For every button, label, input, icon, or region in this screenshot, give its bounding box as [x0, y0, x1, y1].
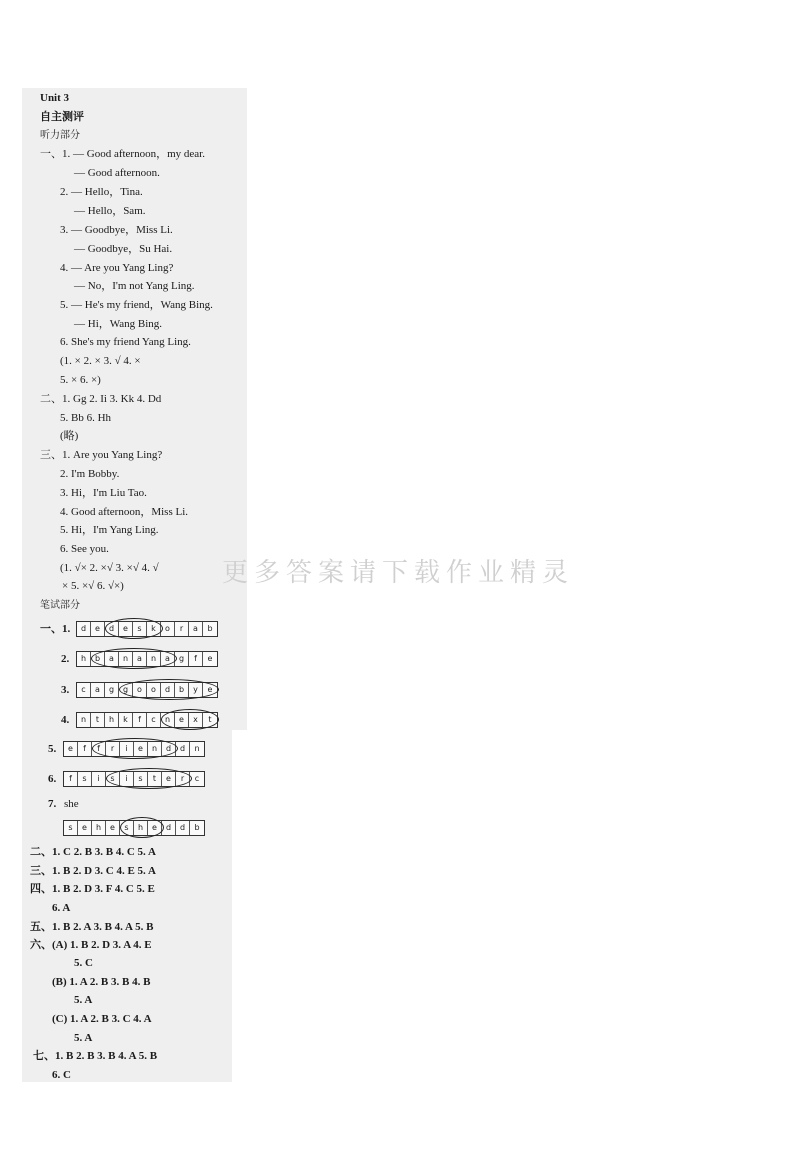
word-search-grid — [63, 771, 205, 787]
word-search-cell: e — [78, 821, 92, 835]
word-search-cell: g — [119, 683, 133, 697]
circled-word-oval — [92, 738, 178, 759]
word-search-cell: k — [119, 713, 133, 727]
circled-word-oval — [105, 618, 163, 639]
listening-line: — Goodbye，Su Hai. — [74, 243, 173, 255]
listening-line: 5. × 6. ×) — [60, 374, 101, 386]
word-search-cell: e — [134, 742, 148, 756]
word-search-cell: d — [105, 622, 119, 636]
listening-line: (1. × 2. × 3. √ 4. × — [60, 355, 141, 367]
circled-word-oval — [120, 817, 164, 838]
word-search-cell: g — [105, 683, 119, 697]
word-search-cell: e — [91, 622, 105, 636]
word-search-cell: b — [207, 624, 213, 633]
listening-line: 一、1. — Good afternoon，my dear. — [40, 148, 205, 160]
word-search-cell: a — [189, 622, 203, 636]
word-search-cell: e — [162, 772, 176, 786]
answer-line: 五、1. B 2. A 3. B 4. A 5. B — [30, 921, 154, 933]
listening-line: 2. I'm Bobby. — [60, 468, 120, 480]
listening-line: 3. — Goodbye，Miss Li. — [60, 224, 173, 236]
answer-line: 六、(A) 1. B 2. D 3. A 4. E — [30, 939, 152, 951]
word-search-cell: b — [194, 823, 200, 832]
word-search-cell: i — [120, 772, 134, 786]
word-search-cell: o — [133, 683, 147, 697]
listening-line: — Good afternoon. — [74, 167, 160, 179]
word-search-cell: e — [64, 742, 78, 756]
word-search-cell: f — [189, 652, 203, 666]
word-search-cell: y — [189, 683, 203, 697]
listening-line: 6. See you. — [60, 543, 109, 555]
circled-word-oval — [119, 679, 219, 700]
word-search-cell: x — [189, 713, 203, 727]
word-search-cell: h — [77, 652, 91, 666]
word-search-cell: f — [64, 772, 78, 786]
word-search-cell: c — [194, 774, 200, 783]
word-search-cell: d — [161, 683, 175, 697]
word-search-cell: r — [106, 742, 120, 756]
word-search-cell: k — [147, 622, 161, 636]
word-search-cell: e — [148, 821, 162, 835]
word-search-grid — [76, 621, 218, 637]
listening-line: 4. — Are you Yang Ling? — [60, 262, 174, 274]
listening-line: (1. √× 2. ×√ 3. ×√ 4. √ — [60, 562, 159, 574]
word-search-cell: r — [175, 622, 189, 636]
listening-line: × 5. ×√ 6. √×) — [62, 580, 124, 592]
word-search-cell: t — [148, 772, 162, 786]
word-search-label: 一、1. — [40, 623, 71, 635]
answer-line: 三、1. B 2. D 3. C 4. E 5. A — [30, 865, 156, 877]
word-search-cell: h — [92, 821, 106, 835]
word-search-cell: b — [175, 683, 189, 697]
listening-line: — Hello，Sam. — [74, 205, 146, 217]
word-search-label: 7. — [48, 798, 57, 810]
listening-line: — No，I'm not Yang Ling. — [74, 280, 195, 292]
circled-word-oval — [91, 648, 177, 669]
word-search-grid — [76, 712, 218, 728]
listening-line: 三、1. Are you Yang Ling? — [40, 449, 163, 461]
listening-line: 6. She's my friend Yang Ling. — [60, 336, 191, 348]
listening-line: 5. Bb 6. Hh — [60, 412, 112, 424]
word-search-cell: a — [105, 652, 119, 666]
listening-line: 4. Good afternoon，Miss Li. — [60, 506, 189, 518]
listening-line: 二、1. Gg 2. Ii 3. Kk 4. Dd — [40, 393, 162, 405]
word-search-cell: s — [64, 821, 78, 835]
word-search-cell: d — [162, 742, 176, 756]
listening-line: 3. Hi，I'm Liu Tao. — [60, 487, 147, 499]
word-search-grid — [63, 820, 205, 836]
word-search-cell: g — [175, 652, 189, 666]
word-search-cell: h — [105, 713, 119, 727]
word-search-cell: b — [91, 652, 105, 666]
answer-line: 5. C — [74, 957, 93, 969]
writing-header: 笔试部分 — [40, 600, 80, 611]
answer-line: 5. A — [74, 994, 93, 1006]
word-search-label: 5. — [48, 743, 57, 755]
word-search-cell: c — [147, 713, 161, 727]
answer-line: (C) 1. A 2. B 3. C 4. A — [52, 1013, 152, 1025]
word-search-cell: e — [207, 685, 213, 694]
listening-line: 5. Hi，I'm Yang Ling. — [60, 524, 159, 536]
word-search-cell: f — [133, 713, 147, 727]
word-search-cell: d — [176, 742, 190, 756]
word-search-cell: o — [161, 622, 175, 636]
word-search-cell: n — [147, 652, 161, 666]
word-search-cell: e — [207, 654, 213, 663]
word-search-cell: n — [119, 652, 133, 666]
word-search-grid — [63, 741, 205, 757]
word-search-cell: i — [120, 742, 134, 756]
circled-word-oval — [106, 768, 192, 789]
watermark-text: 更多答案请下载作业精灵 — [222, 558, 575, 588]
listening-header: 听力部分 — [40, 130, 80, 141]
answer-line: 5. A — [74, 1032, 93, 1044]
word-search-cell: i — [92, 772, 106, 786]
listening-line: 2. — Hello，Tina. — [60, 186, 143, 198]
word-search-cell: t — [208, 715, 212, 724]
answer-line: 6. C — [52, 1069, 71, 1081]
listening-line: — Hi，Wang Bing. — [74, 318, 163, 330]
word-search-label: 4. — [61, 714, 70, 726]
word-search-cell: s — [134, 772, 148, 786]
word-search-label: 3. — [61, 684, 70, 696]
word-search-word: she — [64, 798, 79, 810]
word-search-cell: d — [176, 821, 190, 835]
word-search-cell: a — [133, 652, 147, 666]
word-search-cell: s — [106, 772, 120, 786]
word-search-cell: d — [162, 821, 176, 835]
word-search-cell: s — [120, 821, 134, 835]
word-search-cell: e — [119, 622, 133, 636]
word-search-cell: o — [147, 683, 161, 697]
answer-line: 6. A — [52, 902, 71, 914]
word-search-cell: d — [77, 622, 91, 636]
word-search-cell: r — [176, 772, 190, 786]
word-search-cell: c — [77, 683, 91, 697]
word-search-cell: a — [91, 683, 105, 697]
word-search-cell: f — [92, 742, 106, 756]
answer-line: 七、1. B 2. B 3. B 4. A 5. B — [33, 1050, 158, 1062]
section-title: 自主测评 — [40, 111, 84, 123]
word-search-cell: a — [161, 652, 175, 666]
circled-word-oval — [161, 709, 219, 730]
unit-title: Unit 3 — [40, 92, 70, 104]
word-search-cell: h — [134, 821, 148, 835]
word-search-cell: e — [175, 713, 189, 727]
word-search-cell: n — [161, 713, 175, 727]
listening-line: 5. — He's my friend，Wang Bing. — [60, 299, 213, 311]
word-search-cell: s — [133, 622, 147, 636]
word-search-cell: n — [77, 713, 91, 727]
word-search-cell: e — [106, 821, 120, 835]
word-search-label: 2. — [61, 653, 70, 665]
answer-line: 四、1. B 2. D 3. F 4. C 5. E — [30, 883, 155, 895]
word-search-grid — [76, 651, 218, 667]
answer-line: 二、1. C 2. B 3. B 4. C 5. A — [30, 846, 156, 858]
answer-line: (B) 1. A 2. B 3. B 4. B — [52, 976, 151, 988]
word-search-cell: f — [78, 742, 92, 756]
word-search-cell: n — [194, 744, 200, 753]
word-search-cell: s — [78, 772, 92, 786]
word-search-grid — [76, 682, 218, 698]
listening-line: (略) — [60, 430, 79, 442]
word-search-label: 6. — [48, 773, 57, 785]
word-search-cell: n — [148, 742, 162, 756]
word-search-cell: t — [91, 713, 105, 727]
